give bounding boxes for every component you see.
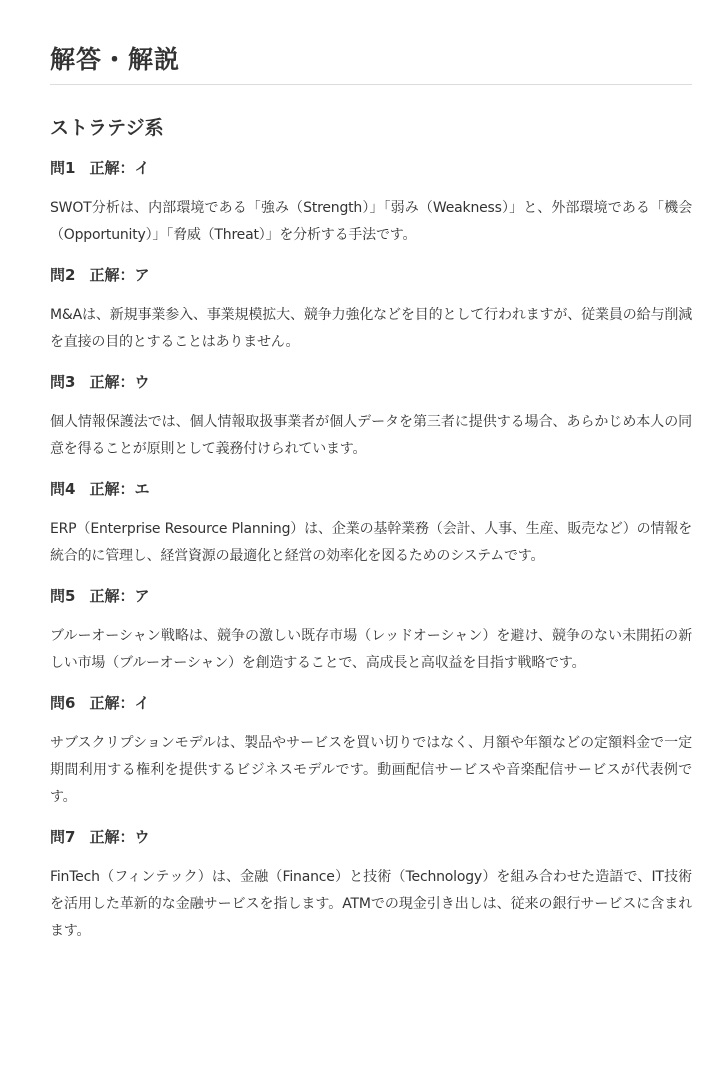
question-number: 問4 [50,480,76,498]
question-header [50,690,692,716]
question-1 [50,155,692,249]
correct-answer: 正解：イ [89,159,150,177]
section-title: ストラテジ系 [50,117,164,139]
question-header [50,476,692,502]
explanation-text: サブスクリプションモデルは、製品やサービスを買い切りではなく、月額や年額などの定額料金で一定期間利用する権利を提供するビジネスモデルです。動画配信サービスや音楽配信サービスが代表例です。 [50,735,692,805]
question-number: 問3 [50,373,76,391]
question-number: 問6 [50,694,76,712]
question-number: 問5 [50,587,76,605]
question-header [50,155,692,181]
question-number: 問2 [50,266,76,284]
correct-answer: 正解：イ [89,694,150,712]
question-5 [50,583,692,677]
explanation-text: FinTech（フィンテック）は、金融（Finance）と技術（Technology）を組み合わせた造語で、IT技術を活用した革新的な金融サービスを指します。ATMでの現金引き出しは、従来の銀行サービスに含まれます。 [50,869,692,939]
question-3 [50,369,692,463]
question-header [50,262,692,288]
correct-answer: 正解：エ [89,480,150,498]
question-header [50,583,692,609]
correct-answer: 正解：ウ [89,373,150,391]
question-number: 問7 [50,828,76,846]
explanation-text: SWOT分析は、内部環境である「強み（Strength）」「弱み（Weakness）」と、外部環境である「機会（Opportunity）」「脅威（Threat）」を分析する手法です。 [50,200,692,243]
question-header [50,824,692,850]
question-7 [50,824,692,945]
title-divider [50,84,692,85]
question-2 [50,262,692,356]
question-4 [50,476,692,570]
question-6 [50,690,692,811]
explanation-text: ブルーオーシャン戦略は、競争の激しい既存市場（レッドオーシャン）を避け、競争のない未開拓の新しい市場（ブルーオーシャン）を創造することで、高成長と高収益を目指す戦略です。 [50,628,692,671]
correct-answer: 正解：ウ [89,828,150,846]
correct-answer: 正解：ア [89,266,150,284]
question-number: 問1 [50,159,76,177]
explanation-text: ERP（Enterprise Resource Planning）は、企業の基幹業務（会計、人事、生産、販売など）の情報を統合的に管理し、経営資源の最適化と経営の効率化を図るためのシステムです。 [50,521,692,564]
explanation-text: 個人情報保護法では、個人情報取扱事業者が個人データを第三者に提供する場合、あらかじめ本人の同意を得ることが原則として義務付けられています。 [50,414,692,457]
explanation-text: M&Aは、新規事業参入、事業規模拡大、競争力強化などを目的として行われますが、従業員の給与削減を直接の目的とすることはありません。 [50,307,692,350]
correct-answer: 正解：ア [89,587,150,605]
page-title: 解答・解説 [50,45,181,74]
question-header [50,369,692,395]
